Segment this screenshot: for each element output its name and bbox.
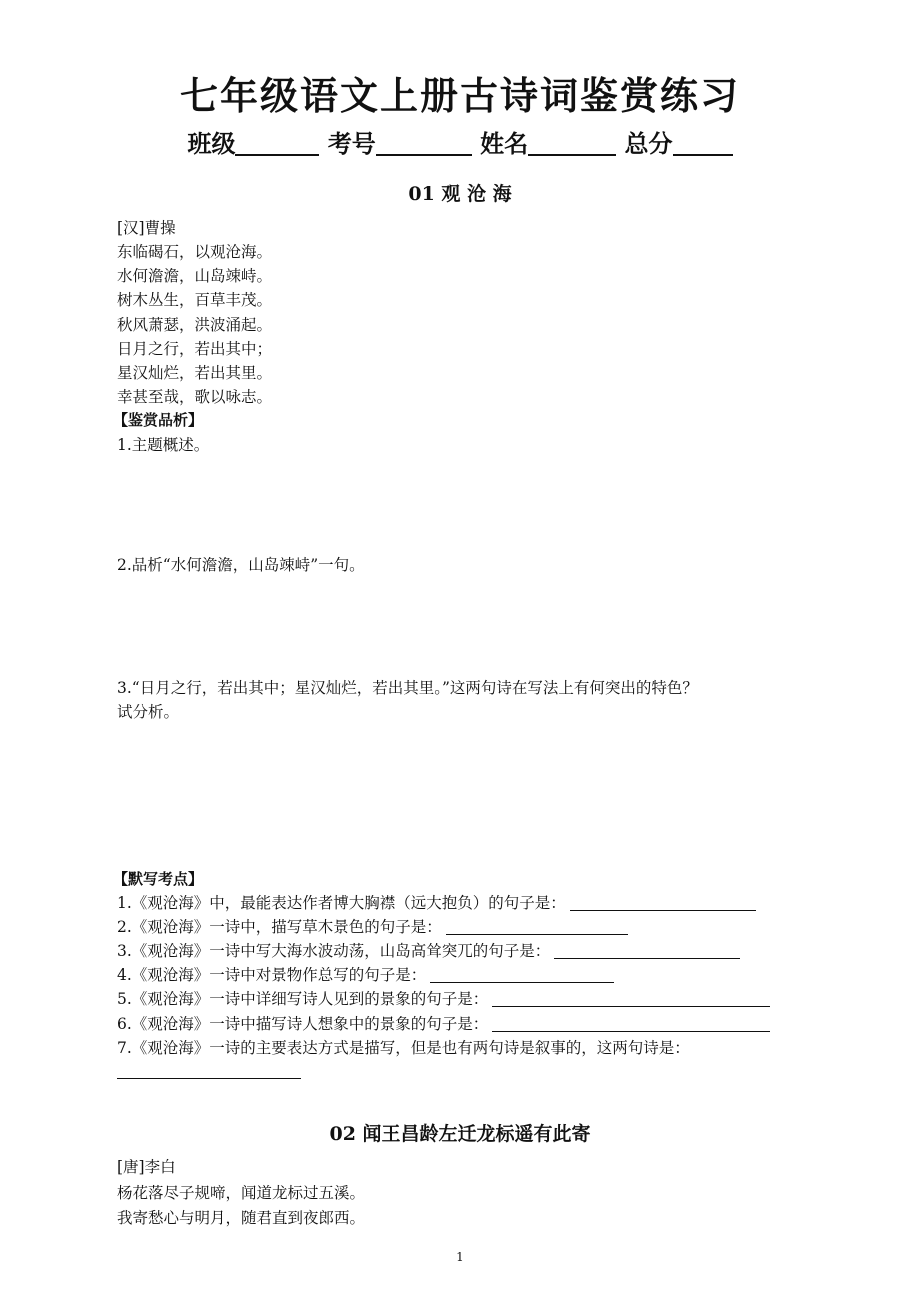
score-blank[interactable] [673, 130, 733, 156]
analysis-question-2: 2.品析“水何澹澹，山岛竦峙”一句。 [117, 556, 365, 574]
class-blank[interactable] [235, 130, 319, 156]
dictation-answer-blank[interactable] [570, 894, 756, 911]
dictation-text: 7.《观沧海》一诗的主要表达方式是描写，但是也有两句诗是叙事的，这两句诗是： [117, 1039, 690, 1057]
dictation-text: 1.《观沧海》中，最能表达作者博大胸襟（远大抱负）的句子是： [117, 894, 566, 912]
dictation-answer-blank[interactable] [117, 1078, 301, 1079]
analysis-heading: 【鉴赏品析】 [113, 411, 204, 429]
poem1-author: [汉]曹操 [117, 219, 176, 237]
dictation-answer-blank[interactable] [554, 942, 740, 959]
dictation-text: 6.《观沧海》一诗中描写诗人想象中的景象的句子是： [117, 1015, 489, 1033]
dictation-item [117, 915, 628, 939]
poem2-line: 杨花落尽子规啼，闻道龙标过五溪。 [117, 1184, 366, 1202]
number-label: 考号 [327, 130, 376, 158]
poem1-line: 水何澹澹，山岛竦峙。 [117, 267, 273, 285]
dictation-item [117, 891, 756, 915]
score-label: 总分 [624, 130, 673, 158]
dictation-item [117, 963, 614, 987]
analysis-question-3: 3.“日月之行，若出其中；星汉灿烂，若出其里。”这两句诗在写法上有何突出的特色？ [117, 679, 698, 697]
page-number: 1 [456, 1250, 464, 1264]
dictation-item [117, 1036, 690, 1060]
dictation-answer-blank[interactable] [430, 966, 614, 983]
dictation-item [117, 987, 770, 1011]
poem1-line: 树木丛生，百草丰茂。 [117, 291, 273, 309]
dictation-heading: 【默写考点】 [113, 870, 204, 888]
dictation-text: 4.《观沧海》一诗中对景物作总写的句子是： [117, 966, 427, 984]
poem2-author: [唐]李白 [117, 1158, 176, 1176]
poem1-line: 日月之行，若出其中； [117, 340, 273, 358]
dictation-item [117, 939, 740, 963]
class-label: 班级 [187, 130, 236, 158]
analysis-question-1: 1.主题概述。 [117, 436, 210, 454]
poem1-line: 星汉灿烂，若出其里。 [117, 364, 273, 382]
dictation-answer-blank[interactable] [492, 1015, 770, 1032]
dictation-answer-blank[interactable] [492, 990, 770, 1007]
number-blank[interactable] [376, 130, 472, 156]
student-info-line [0, 128, 920, 160]
poem1-line: 东临碣石，以观沧海。 [117, 243, 273, 261]
page-title: 七年级语文上册古诗词鉴赏练习 [179, 74, 740, 118]
poem1-line: 幸甚至哉，歌以咏志。 [117, 388, 273, 406]
dictation-item [117, 1012, 770, 1036]
dictation-text: 2.《观沧海》一诗中，描写草木景色的句子是： [117, 918, 442, 936]
poem2-title: 02 闻王昌龄左迁龙标遥有此寄 [329, 1123, 591, 1145]
poem1-title: 01 观 沧 海 [408, 183, 512, 205]
poem1-line: 秋风萧瑟，洪波涌起。 [117, 316, 273, 334]
poem2-line: 我寄愁心与明月，随君直到夜郎西。 [117, 1209, 366, 1227]
dictation-text: 3.《观沧海》一诗中写大海水波动荡，山岛高耸突兀的句子是： [117, 942, 551, 960]
name-blank[interactable] [528, 130, 616, 156]
dictation-text: 5.《观沧海》一诗中详细写诗人见到的景象的句子是： [117, 990, 489, 1008]
dictation-answer-blank[interactable] [446, 918, 628, 935]
analysis-question-3-cont: 试分析。 [117, 703, 180, 721]
name-label: 姓名 [480, 130, 529, 158]
